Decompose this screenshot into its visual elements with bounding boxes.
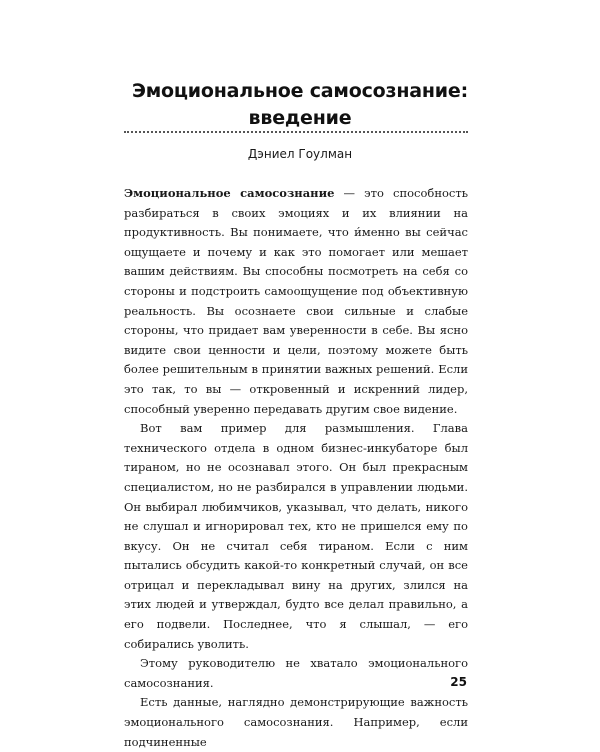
- dotted-divider: [124, 131, 468, 133]
- paragraph-3: Этому руководителю не хватало эмоционального самосознания.: [124, 656, 468, 690]
- page-number: 25: [450, 675, 467, 689]
- chapter-title: [100, 78, 500, 132]
- chapter-title-line-1: Эмоциональное самосознание:: [131, 80, 469, 102]
- paragraph-1-text: — это способность разбираться в своих эмоциях и их влиянии на продуктивность. Вы понимаете, что и́менно вы сейчас ощущаете и почему и как это помогает или мешает вашим действиям. Вы способны посмотреть на себя со стороны и подстроить самоощущение под объективную реальность. Вы осознаете свои сильные и слабые стороны, что придает вам уверенности в себе. Вы ясно видите свои ценности и цели, поэтому можете быть более решительным в принятии важных решений. Если это так, то вы — откровенный и искренний лидер, способный уверенно передавать другим свое видение.: [124, 186, 468, 416]
- paragraph-2: Вот вам пример для размышления. Глава технического отдела в одном бизнес-инкубаторе был тираном, но не осознавал этого. Он был прекрасным специалистом, но не разбирался в управлении людьми. Он выбирал любимчиков, указывал, что делать, никого не слушал и игнорировал тех, кто не пришелся ему по вкусу. Он не считал себя тираном. Если с ним пытались обсудить какой-то конкретный случай, он все отрицал и перекладывал вину на других, злился на этих людей и утверждал, будто все делал правильно, а его подвели. Последнее, что я слышал, — его собирались уволить.: [124, 421, 468, 651]
- body-text: [124, 184, 468, 752]
- chapter-author: Дэниел Гоулман: [247, 147, 353, 161]
- chapter-title-line-2: введение: [248, 107, 352, 129]
- paragraph-4: Есть данные, наглядно демонстрирующие важность эмоционального самосознания. Например, если подчиненные: [124, 695, 468, 749]
- lead-term: Эмоциональное самосознание: [124, 186, 335, 200]
- paragraph-1: [124, 184, 468, 419]
